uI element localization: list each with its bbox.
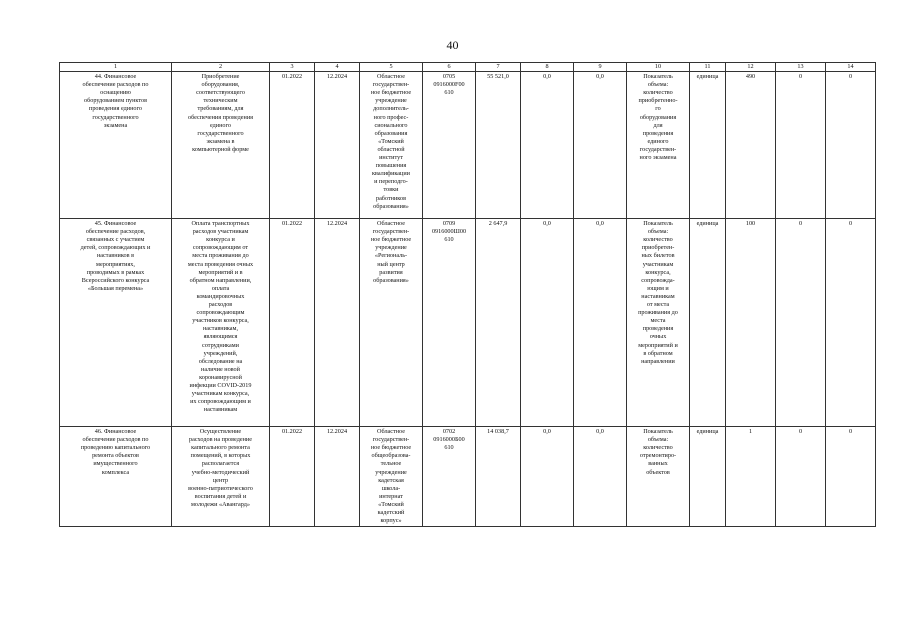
value-cell: 0 <box>776 427 826 527</box>
amount-cell: 14 038,7 <box>476 427 521 527</box>
end-date-cell: 12.2024 <box>315 427 360 527</box>
column-header: 5 <box>360 63 423 72</box>
table-row <box>60 427 876 527</box>
executor-cell: Областное государствен- ное бюджетное учреждение «Региональ- ный центр развития образования» <box>360 219 423 427</box>
budget-code-cell: 0705 0916000F00 610 <box>423 72 476 219</box>
measure-description-cell: Осуществление расходов на проведение капитального ремонта помещений, в которых располагается учебно-методический центр военно-патриотического воспитания детей и молодежи «Авангард» <box>172 427 270 527</box>
column-header: 2 <box>172 63 270 72</box>
budget-code-cell: 0709 0916000Ш00 610 <box>423 219 476 427</box>
value-cell: 0 <box>826 427 876 527</box>
value-cell: 1 <box>726 427 776 527</box>
measure-description-cell: Оплата транспортных расходов участникам конкурса и сопровождающим от места проживания до места проведения очных мероприятий и в обратном направлении, оплата командировочных расходов сопровождающим участников конкурса, наставникам, являющимся сотрудниками учреждений, обследование на наличие новой коронавирусной инфекции COVID-2019 участникам конкурса, их сопровождающим и наставникам <box>172 219 270 427</box>
column-header: 7 <box>476 63 521 72</box>
amount-cell: 55 521,0 <box>476 72 521 219</box>
column-header: 8 <box>521 63 574 72</box>
column-header: 3 <box>270 63 315 72</box>
value-cell: 0 <box>826 72 876 219</box>
end-date-cell: 12.2024 <box>315 72 360 219</box>
column-header: 11 <box>690 63 726 72</box>
executor-cell: Областное государствен- ное бюджетное учреждение дополнитель- ного профес- сионального образования «Томский областной институт повышения квалификации и переподго- товки работников образования» <box>360 72 423 219</box>
start-date-cell: 01.2022 <box>270 219 315 427</box>
unit-cell: единица <box>690 219 726 427</box>
column-header: 10 <box>627 63 690 72</box>
unit-cell: единица <box>690 427 726 527</box>
column-header: 12 <box>726 63 776 72</box>
amount-cell: 0,0 <box>574 427 627 527</box>
start-date-cell: 01.2022 <box>270 427 315 527</box>
column-header: 9 <box>574 63 627 72</box>
start-date-cell: 01.2022 <box>270 72 315 219</box>
column-number-row <box>60 63 876 72</box>
column-header: 1 <box>60 63 172 72</box>
column-header: 14 <box>826 63 876 72</box>
measure-name-cell: 45. Финансовое обеспечение расходов, связанных с участием детей, сопровождающих и наставников в мероприятиях, проводимых в рамках Всероссийского конкурса «Большая перемена» <box>60 219 172 427</box>
indicator-cell: Показатель объема: количество приобретенно- го оборудования для проведения единого государствен- ного экзамена <box>627 72 690 219</box>
program-table <box>59 62 876 527</box>
measure-description-cell: Приобретение оборудования, соответствующего техническим требованиям, для обеспечения проведения единого государственного экзамена в компьютерной форме <box>172 72 270 219</box>
value-cell: 0 <box>826 219 876 427</box>
amount-cell: 2 647,9 <box>476 219 521 427</box>
amount-cell: 0,0 <box>521 219 574 427</box>
table-row <box>60 219 876 427</box>
page-number: 40 <box>446 38 459 52</box>
value-cell: 490 <box>726 72 776 219</box>
column-header: 4 <box>315 63 360 72</box>
measure-name-cell: 44. Финансовое обеспечение расходов по оснащению оборудованием пунктов проведения единого государственного экзамена <box>60 72 172 219</box>
value-cell: 100 <box>726 219 776 427</box>
amount-cell: 0,0 <box>574 219 627 427</box>
measure-name-cell: 46. Финансовое обеспечение расходов по проведению капитального ремонта объектов имущественного комплекса <box>60 427 172 527</box>
end-date-cell: 12.2024 <box>315 219 360 427</box>
executor-cell: Областное государствен- ное бюджетное общеобразова- тельное учреждение кадетская школа- интернат «Томский кадетский корпус» <box>360 427 423 527</box>
amount-cell: 0,0 <box>574 72 627 219</box>
amount-cell: 0,0 <box>521 72 574 219</box>
table-row <box>60 72 876 219</box>
amount-cell: 0,0 <box>521 427 574 527</box>
column-header: 13 <box>776 63 826 72</box>
indicator-cell: Показатель объема: количество приобретен- ных билетов участникам конкурса, сопровожда- ющим и наставникам от места проживания до места проведения очных мероприятий и в обратном направлении <box>627 219 690 427</box>
unit-cell: единица <box>690 72 726 219</box>
budget-code-cell: 0702 0916000Б00 610 <box>423 427 476 527</box>
indicator-cell: Показатель объема: количество отремонтиро- ванных объектов <box>627 427 690 527</box>
column-header: 6 <box>423 63 476 72</box>
value-cell: 0 <box>776 72 826 219</box>
value-cell: 0 <box>776 219 826 427</box>
